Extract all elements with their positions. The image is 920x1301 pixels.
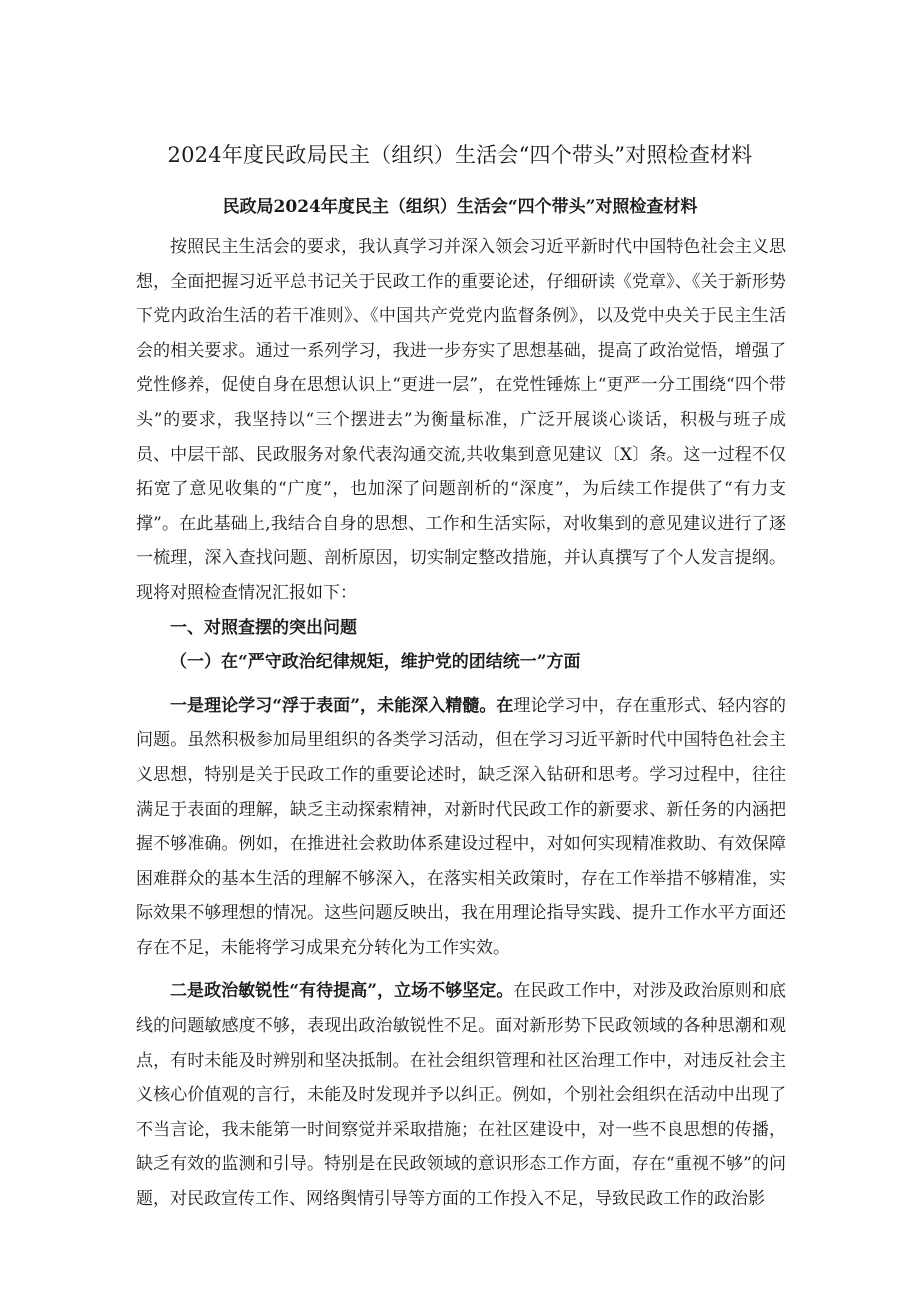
section-heading: 一、对照查摆的突出问题 — [170, 617, 357, 638]
point-two-paragraph — [136, 974, 786, 1216]
point-one-text: 理论学习中，存在重形式、轻内容的问题。虽然积极参加局里组织的各类学习活动，但在学习习近平新时代中国特色社会主义思想，特别是关于民政工作的重要论述时，缺乏深入钻研和思考。学习过程中，往往满足于表面的理解，缺乏主动探索精神，对新时代民政工作的新要求、新任务的内涵把握不够准确。例如，在推进社会救助体系建设过程中，对如何实现精准救助、有效保障困难群众的基本生活的理解不够深入，在落实相关政策时，存在工作举措不够精准，实际效果不够理想的情况。这些问题反映出，我在用理论指导实践、提升工作水平方面还存在不足，未能将学习成果充分转化为工作实效。 — [136, 695, 787, 958]
document-subtitle: 民政局2024年度民主（组织）生活会“四个带头”对照检查材料 — [222, 197, 698, 217]
intro-paragraph: 按照民主生活会的要求，我认真学习并深入领会习近平新时代中国特色社会主义思想，全面把握习近平总书记关于民政工作的重要论述，仔细研读《党章》、《关于新形势下党内政治生活的若干准则》、《中国共产党党内监督条例》，以及党中央关于民主生活会的相关要求。通过一系列学习，我进一步夯实了思想基础，提高了政治觉悟，增强了党性修养，促使自身在思想认识上“更进一层”，在党性锤炼上“更严一分工围绕“四个带头”的要求，我坚持以“三个摆进去”为衡量标准，广泛开展谈心谈话，积极与班子成员、中层干部、民政服务对象代表沟通交流,共收集到意见建议〔X〕条。这一过程不仅拓宽了意见收集的“广度”，也加深了问题剖析的“深度”，为后续工作提供了“有力支撑”。在此基础上,我结合自身的思想、工作和生活实际，对收集到的意见建议进行了逐一梳理，深入查找问题、剖析原因，切实制定整改措施，并认真撰写了个人发言提纲。现将对照检查情况汇报如下： — [136, 237, 786, 603]
document-title: 2024年度民政局民主（组织）生活会“四个带头”对照检查材料 — [167, 143, 753, 167]
subsection-heading: （一）在“严守政治纪律规矩，维护党的团结统一”方面 — [170, 652, 581, 673]
document-body — [136, 230, 786, 1217]
point-two-lead: 二是政治敏锐性“有待提高”，立场不够坚定。 — [170, 981, 514, 1002]
point-one-paragraph — [136, 689, 786, 966]
point-one-lead: 一是理论学习“浮于表面”，未能深入精髓。在 — [170, 695, 514, 716]
point-two-text: 在民政工作中，对涉及政治原则和底线的问题敏感度不够，表现出政治敏锐性不足。面对新形势下民政领域的各种思潮和观点，有时未能及时辨别和坚决抵制。在社会组织管理和社区治理工作中，对违反社会主义核心价值观的言行，未能及时发现并予以纠正。例如，个别社会组织在活动中出现了不当言论，我未能第一时间察觉并采取措施；在社区建设中，对一些不良思想的传播，缺乏有效的监测和引导。特别是在民政领域的意识形态工作方面，存在“重视不够”的问题，对民政宣传工作、网络舆情引导等方面的工作投入不足，导致民政工作的政治影 — [136, 981, 787, 1210]
